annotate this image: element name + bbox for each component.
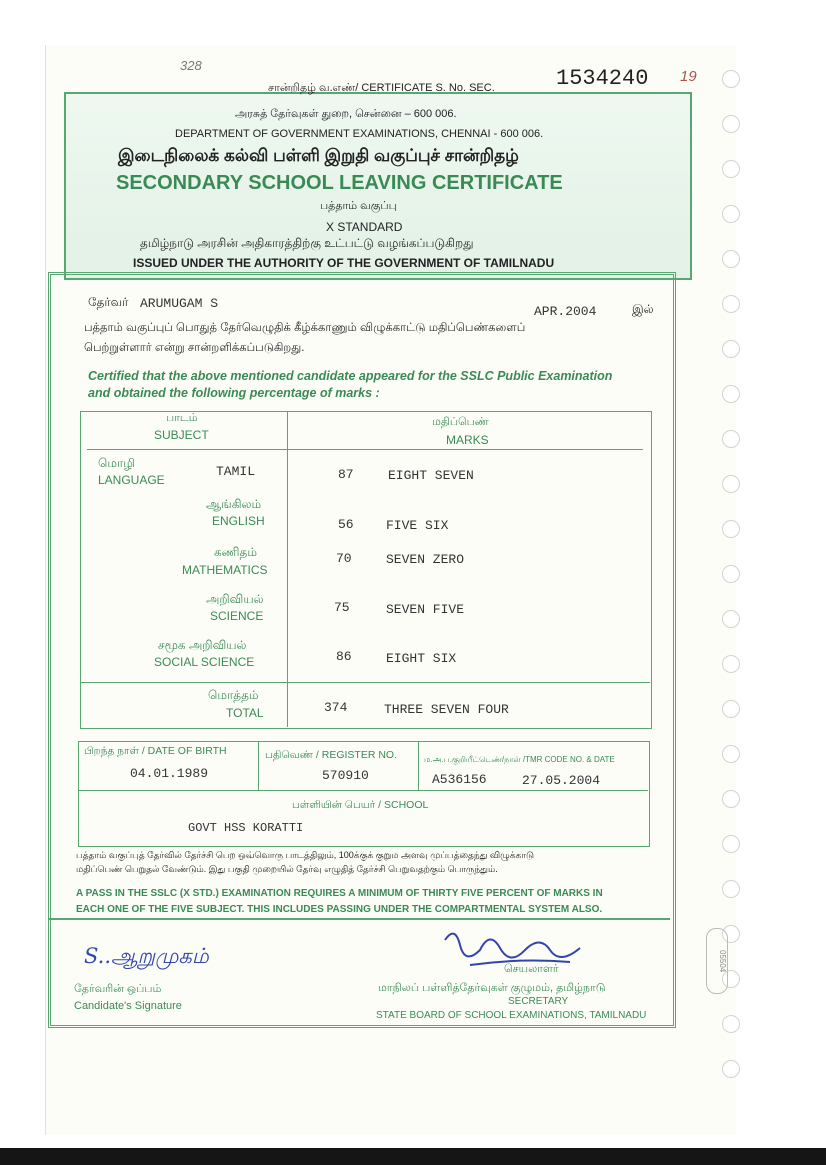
candidate-name: ARUMUGAM S [140,296,219,311]
subject-tamil: கணிதம் [214,545,257,559]
register-number: 570910 [322,768,369,783]
total-mark: 374 [324,700,348,715]
subject-mark: 86 [336,649,352,664]
school-label: பள்ளியின் பெயர் / SCHOOL [292,799,429,811]
school-name: GOVT HSS KORATTI [188,821,304,835]
subject-mark: 87 [338,467,354,482]
details-row-divider [78,790,648,791]
dept-tamil: அரசுத் தேர்வுகள் துறை, சென்னை – 600 006. [235,108,457,120]
subject-mark-words: FIVE SIX [386,518,449,533]
certify-tamil-1: பத்தாம் வகுப்புப் பொதுத் தேர்வெழுதிக் கீழ்க்காணும் விழுக்காட்டு மதிப்பெண்களைப் [84,322,526,334]
subject-mark-words: SEVEN FIVE [386,602,465,617]
subject-head-english: SUBJECT [154,428,209,442]
scan-bottom-edge [0,1148,826,1165]
tmr-date: 27.05.2004 [522,773,601,788]
certify-english-2: and obtained the following percentage of marks : [88,386,380,400]
authority-english: ISSUED UNDER THE AUTHORITY OF THE GOVERNMENT OF TAMILNADU [133,256,555,270]
subject-tamil: அறிவியல் [206,592,264,606]
details-divider-2 [418,741,419,790]
subject-english: ENGLISH [212,514,265,528]
subject-mark: 75 [334,600,350,615]
subject-english: MATHEMATICS [182,563,268,577]
marks-table-divider [287,411,288,727]
standard-tamil: பத்தாம் வகுப்பு [320,200,397,212]
dob-value: 04.01.1989 [130,766,209,781]
standard-english: X STANDARD [326,220,403,234]
handwritten-mark: 19 [680,68,697,85]
tmr-label: ம.அ.ப.குறியீட்டெண்/நாள் /TMR CODE NO. & DATE [424,755,615,764]
secretary-english: SECRETARY [508,996,569,1007]
certify-english-1: Certified that the above mentioned candidate appeared for the SSLC Public Examination [88,369,613,383]
marks-head-english: MARKS [446,433,489,447]
register-label: பதிவெண் / REGISTER NO. [265,749,398,761]
candidate-sig-label-english: Candidate's Signature [74,1000,182,1012]
details-divider-1 [258,741,259,790]
candidate-label: தேர்வர் [88,295,129,309]
total-english: TOTAL [226,706,264,720]
certificate-number-label: சான்றிதழ் வ.எண்/ CERTIFICATE S. No. SEC. [268,82,495,94]
dob-label: பிறந்த நாள் / DATE OF BIRTH [84,745,227,757]
authority-tamil: தமிழ்நாடு அரசின் அதிகாரத்திற்கு உட்பட்டு வழங்கப்படுகிறது [140,236,474,250]
subject-tamil: ஆங்கிலம் [206,497,262,511]
binder-tab: 05504 [706,928,728,994]
subject-english: SOCIAL SCIENCE [154,655,255,669]
title-tamil: இடைநிலைக் கல்வி பள்ளி இறுதி வகுப்புச் சான்றிதழ் [118,146,519,165]
subject-tamil: மொழி [98,456,136,470]
note-english-1: A PASS IN THE SSLC (X STD.) EXAMINATION REQUIRES A MINIMUM OF THIRTY FIVE PERCENT OF MARKS IN [76,888,603,899]
subject-mark-words: SEVEN ZERO [386,552,465,567]
certificate-number: 1534240 [556,66,649,91]
note-tamil-1: பத்தாம் வகுப்புத் தேர்வில் தேர்ச்சி பெற ஒவ்வொரு பாடத்திலும், 100க்குக் குறும அளவு முப்பத்தைந்து விழுக்காடு [76,850,535,860]
subject-tamil: சமூக அறிவியல் [158,638,247,652]
candidate-sig-label-tamil: தேர்வரின் ஒப்பம் [74,983,162,995]
subject-mark: 70 [336,551,352,566]
subject-mark: 56 [338,517,354,532]
note-tamil-2: மதிப்பெண் பெறுதல் வேண்டும். இது பகுதி முறையில் தேர்வு எழுதித் தேர்ச்சி பெறுவதற்கும் பொருந்தும். [76,864,498,874]
tmr-code: A536156 [432,772,487,787]
board-english: STATE BOARD OF SCHOOL EXAMINATIONS, TAMILNADU [376,1010,647,1021]
subject-english: SCIENCE [210,609,264,623]
dept-english: DEPARTMENT OF GOVERNMENT EXAMINATIONS, CHENNAI - 600 006. [175,128,544,140]
subject-mark-words: EIGHT SIX [386,651,457,666]
subject-detail: TAMIL [216,464,256,479]
handwritten-number: 328 [180,58,202,73]
title-english: SECONDARY SCHOOL LEAVING CERTIFICATE [116,172,563,194]
total-tamil: மொத்தம் [208,688,259,702]
subject-head-tamil: பாடம் [166,412,198,424]
subject-english: LANGUAGE [98,473,165,487]
marks-head-tamil: மதிப்பெண் [432,416,489,428]
secretary-label-tamil: செயலாளர் [504,963,559,975]
exam-date: APR.2004 [534,304,597,319]
subject-mark-words: EIGHT SEVEN [388,468,474,483]
certify-tamil-2: பெற்றுள்ளார் என்று சான்றளிக்கப்படுகிறது. [84,342,305,354]
exam-date-suffix: இல் [632,302,654,316]
note-english-2: EACH ONE OF THE FIVE SUBJECT. THIS INCLUDES PASSING UNDER THE COMPARTMENTAL SYSTEM ALSO. [76,904,603,915]
total-divider [80,682,650,683]
board-tamil: மாநிலப் பள்ளித்தேர்வுகள் குழுமம், தமிழ்நாடு [378,982,606,994]
candidate-signature: S..ஆறுமுகம் [84,944,209,968]
total-mark-words: THREE SEVEN FOUR [384,702,509,717]
